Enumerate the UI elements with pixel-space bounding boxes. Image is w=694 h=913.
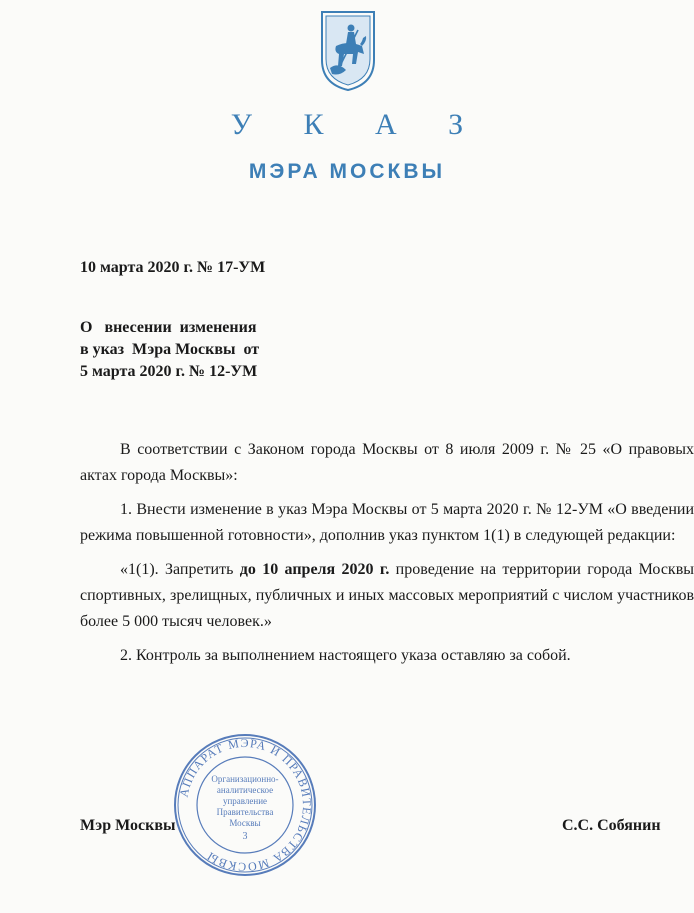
- stamp-center-line: Москвы: [229, 818, 261, 828]
- stamp-center-line: аналитическое: [216, 785, 274, 795]
- issuer-title: МЭРА МОСКВЫ: [248, 160, 446, 183]
- preamble-paragraph: В соответствии с Законом города Москвы от 8 июля 2009 г. № 25 «О правовых актах города Москвы»:: [80, 441, 694, 484]
- stamp-center-line: Организационно-: [211, 774, 279, 784]
- subject-line: О внесении изменения: [80, 319, 257, 336]
- document-date-number: 10 марта 2020 г. № 17-УМ: [80, 259, 266, 276]
- clause-1-paragraph: 1. Внести изменение в указ Мэра Москвы от 5 марта 2020 г. № 12-УМ «О введении режима повышенной готовности», дополнив указ пунктом 1(1) в следующей редакции:: [80, 501, 694, 544]
- subject-line: 5 марта 2020 г. № 12-УМ: [80, 363, 258, 380]
- moscow-coat-of-arms-icon: [318, 8, 378, 92]
- subject-line: в указ Мэра Москвы от: [80, 341, 260, 358]
- stamp-ring-text: АППАРАТ МЭРА И ПРАВИТЕЛЬСТВА МОСКВЫ: [176, 735, 315, 875]
- document-body: [80, 437, 694, 669]
- stamp-center-line: управление: [222, 796, 268, 806]
- document-subject: [80, 317, 259, 383]
- stamp-number: 3: [242, 831, 248, 842]
- signatory-name: С.С. Собянин: [562, 817, 661, 834]
- clause-text: «1(1). Запретить: [120, 561, 240, 578]
- signatory-position: Мэр Москвы: [80, 817, 176, 834]
- clause-1-1-paragraph: [80, 557, 694, 635]
- deadline-date: до 10 апреля 2020 г.: [239, 561, 390, 578]
- clause-text: проведение на территории города Москвы спортивных, зрелищных, публичных и иных массовых мероприятий с числом участников более 5 000 тысяч человек.»: [80, 561, 694, 630]
- clause-2-paragraph: 2. Контроль за выполнением настоящего указа оставляю за собой.: [120, 647, 571, 664]
- document-type-title: У К А З: [230, 108, 486, 141]
- official-stamp: [172, 732, 318, 878]
- stamp-center-line: Правительства: [216, 807, 274, 817]
